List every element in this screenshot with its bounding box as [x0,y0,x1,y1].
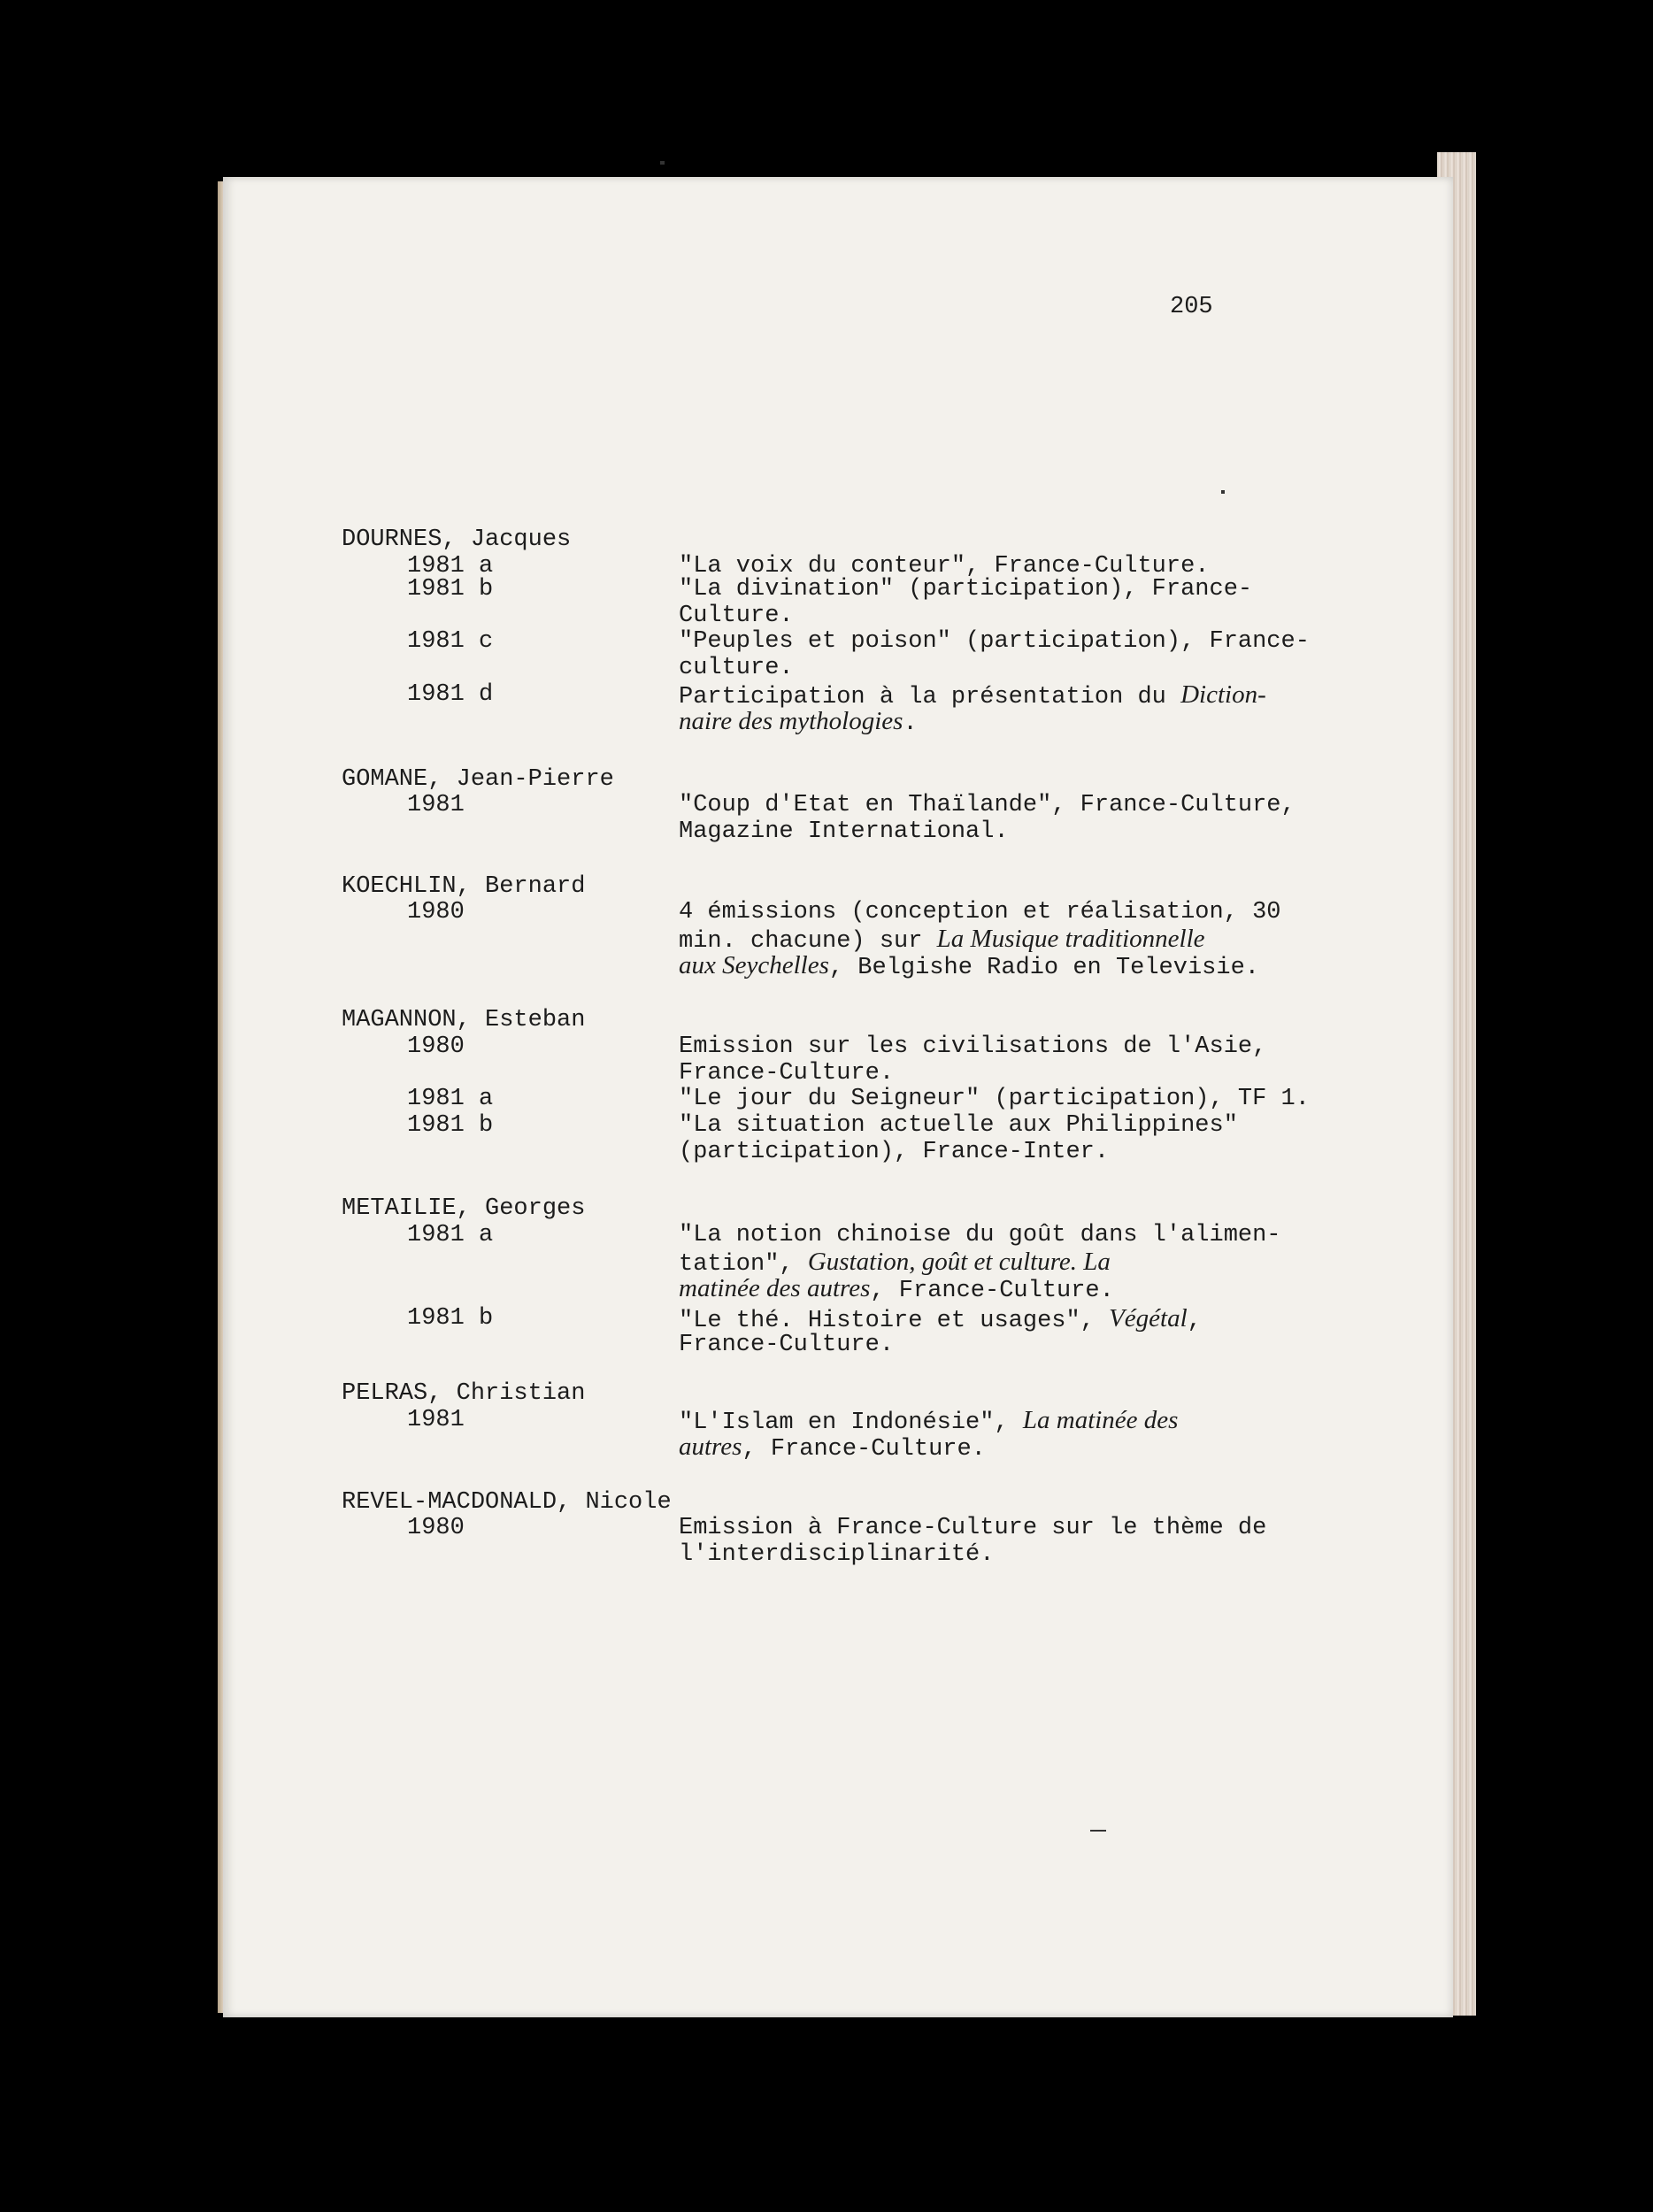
entry-description-line [679,576,1252,603]
description-text: France-Culture. [679,1332,895,1358]
entry-description-line [679,1222,1281,1248]
entry-year: 1981 a [407,553,494,580]
page-number: 205 [1170,294,1213,320]
entry-description-line [679,1112,1238,1139]
description-text: (participation), France-Inter. [679,1139,1110,1165]
entry-description-line [679,655,794,681]
description-text: Emission sur les civilisations de l'Asie, [679,1033,1267,1060]
italic-title: La matinée des [1022,1406,1179,1434]
description-text: "Coup d'Etat en Thaïlande", France-Culture, [679,792,1295,818]
description-text: "L'Islam en Indonésie", [679,1409,1023,1436]
description-text: culture. [679,655,794,681]
entry-year: 1980 [407,1033,465,1060]
italic-title: autres [679,1432,742,1461]
description-text: , Belgishe Radio en Televisie. [828,955,1259,981]
stray-mark [660,161,665,165]
entry-description-line [679,1305,1202,1334]
entry-name: METAILIE, Georges [342,1195,586,1222]
entry-description-line [679,792,1295,818]
description-text: "Le jour du Seigneur" (participation), TF 1. [679,1086,1310,1112]
italic-title: matinée des autres [679,1274,871,1302]
description-text: , [1187,1308,1202,1334]
entry-year: 1981 [407,792,465,818]
entry-description-line [679,708,918,737]
entry-name: KOECHLIN, Bernard [342,873,586,900]
description-text: Culture. [679,603,794,629]
entry-description-line [679,1275,1114,1304]
description-text: l'interdisciplinarité. [679,1541,995,1568]
entry-year: 1981 b [407,1112,494,1139]
italic-title: Diction- [1180,680,1266,709]
italic-title: Gustation, goût et culture. La [807,1248,1111,1276]
italic-title: La Musique traditionnelle [936,925,1205,953]
entry-year: 1981 [407,1407,465,1433]
entry-description-line [679,1060,894,1087]
entry-description-line [679,1033,1266,1060]
entry-year: 1981 a [407,1086,494,1112]
italic-title: naire des mythologies [679,707,903,735]
description-text: "Le thé. Histoire et usages", [679,1308,1110,1334]
description-text: Magazine International. [679,818,1009,845]
stray-mark [1221,490,1225,494]
entry-name: MAGANNON, Esteban [342,1007,586,1033]
description-text: , France-Culture. [742,1436,986,1463]
description-text: "La voix du conteur", France-Culture. [679,553,1210,580]
entry-name: REVEL-MACDONALD, Nicole [342,1489,672,1516]
description-text: min. chacune) sur [679,928,937,955]
entry-description-line [679,1407,1178,1436]
entry-year: 1981 b [407,576,494,603]
entry-year: 1980 [407,899,465,926]
italic-title: Végétal [1109,1304,1188,1333]
entry-description-line [679,1541,994,1568]
description-text: Emission à France-Culture sur le thème de [679,1515,1267,1541]
entry-description-line [679,818,1009,845]
entry-year: 1981 d [407,681,494,708]
entry-description-line [679,899,1281,926]
description-text: , France-Culture. [870,1278,1114,1304]
description-text: "Peuples et poison" (participation), France- [679,628,1310,655]
description-text: "La situation actuelle aux Philippines" [679,1112,1238,1139]
stray-mark [1090,1830,1106,1832]
description-text: France-Culture. [679,1060,895,1087]
entry-year: 1981 a [407,1222,494,1248]
entry-year: 1981 b [407,1305,494,1332]
entry-name: GOMANE, Jean-Pierre [342,766,614,793]
description-text: . [903,710,918,737]
description-text: "La notion chinoise du goût dans l'alimen- [679,1222,1281,1248]
description-text: 4 émissions (conception et réalisation, 30 [679,899,1281,926]
entry-year: 1981 c [407,628,494,655]
entry-description-line [679,1332,894,1358]
description-text: Participation à la présentation du [679,684,1181,710]
entry-name: DOURNES, Jacques [342,526,572,553]
entry-description-line [679,1139,1109,1165]
entry-description-line [679,952,1259,981]
entry-description-line [679,1515,1266,1541]
entry-description-line [679,1086,1310,1112]
entry-name: PELRAS, Christian [342,1380,586,1407]
italic-title: aux Seychelles [679,951,829,979]
entry-year: 1980 [407,1515,465,1541]
entry-description-line [679,603,794,629]
entry-description-line [679,628,1310,655]
description-text: "La divination" (participation), France- [679,576,1253,603]
description-text: tation", [679,1251,808,1278]
entry-description-line [679,1433,986,1463]
